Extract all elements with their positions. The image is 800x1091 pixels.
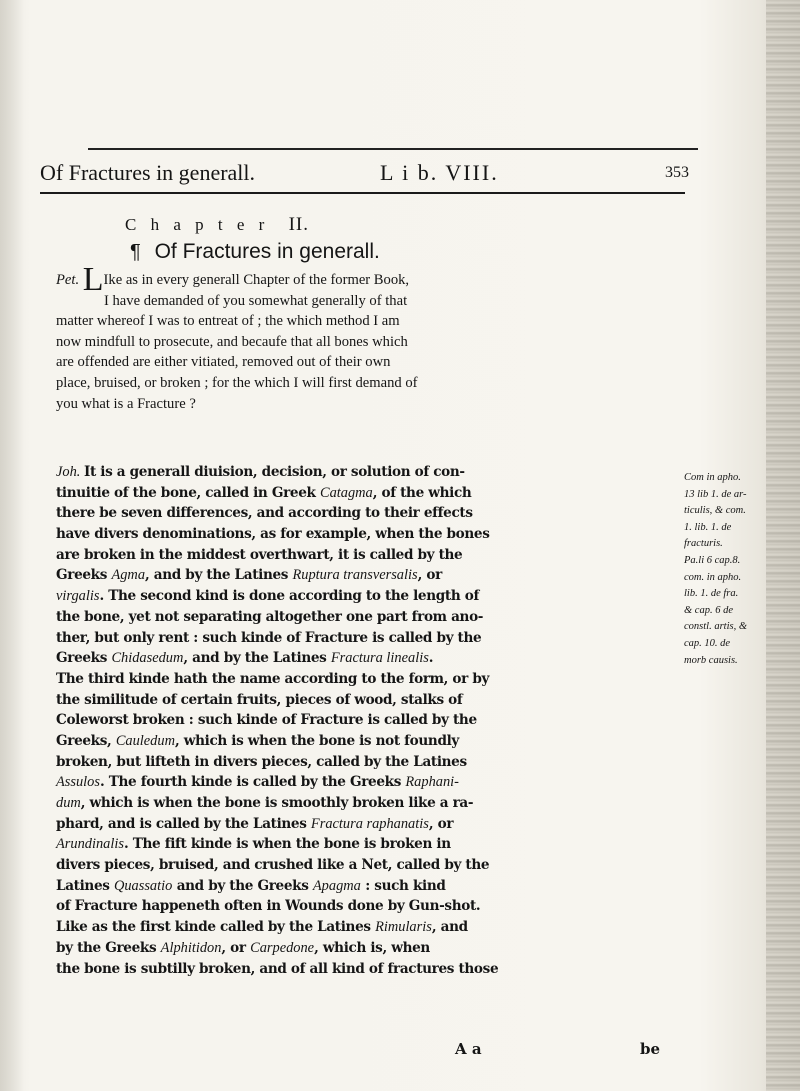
binding-shadow [0, 0, 24, 1091]
italic-term: Rimularis [375, 919, 432, 936]
text-line [56, 524, 666, 545]
text-run: , and [431, 919, 468, 936]
text-line [56, 710, 666, 731]
text-run: divers pieces, bruised, and crushed like a Net, called by the [56, 857, 490, 874]
italic-term: Alphitidon [160, 939, 222, 956]
text-run: by the Greeks [56, 939, 161, 956]
italic-term: Fractura raphanatis [310, 815, 429, 832]
text-line [56, 959, 666, 980]
text-run: phard, and is called by the Latines [56, 815, 311, 832]
text-line [56, 917, 666, 938]
running-head-book: L i b. VIII. [380, 160, 499, 185]
text-run: , and by the Latines [183, 650, 331, 667]
top-rule [88, 148, 698, 150]
text-line [56, 586, 666, 607]
margin-note: com. in apho. [684, 571, 742, 583]
text-run: Greeks [56, 650, 112, 667]
text-run: Greeks, [56, 732, 116, 749]
margin-note: & cap. 6 de [684, 604, 733, 616]
margin-note: 13 lib 1. de ar- [684, 488, 747, 500]
margin-note: ticulis, & com. [684, 505, 746, 517]
head-rule [40, 192, 685, 194]
text-line [56, 648, 666, 669]
text-run: , and by the Latines [145, 567, 293, 584]
text-run: there be seven differences, and according to their effects [56, 505, 473, 522]
roman-text-block [56, 261, 656, 414]
margin-note: morb causis. [684, 654, 738, 666]
text-run: . [428, 650, 434, 667]
text-line [56, 503, 666, 524]
text-line [56, 394, 656, 415]
pilcrow-icon: ¶ [130, 241, 141, 263]
text-run: are offended are either vitiated, removed out of their own [56, 354, 391, 371]
text-line [56, 938, 666, 959]
text-run: and by the Greeks [172, 877, 313, 894]
text-run: Latines [56, 877, 114, 894]
text-run: of Fracture happeneth often in Wounds done by Gun-shot. [56, 898, 481, 915]
text-run: . The fourth kinde is called by the Greeks [99, 774, 406, 791]
text-run: , which is when the bone is not foundly [174, 732, 459, 749]
signature-mark: A a [455, 1040, 482, 1058]
text-run: : such kind [360, 877, 446, 894]
page-edge [766, 0, 800, 1091]
text-run: matter whereof I was to entreat of ; the which method I am [56, 313, 400, 330]
text-line [56, 669, 666, 690]
italic-term: Fractura linealis [330, 650, 429, 667]
text-run: you what is a Fracture ? [56, 395, 196, 412]
speaker-label: Pet. [56, 272, 83, 288]
text-line [56, 876, 666, 897]
text-run: the bone, yet not separating altogether one part from ano- [56, 608, 484, 625]
text-run: . The fift kinde is when the bone is broken in [123, 836, 451, 853]
section-title-text: Of Fractures in generall. [154, 240, 380, 263]
text-run: now mindfull to prosecute, and becaufe that all bones which [56, 333, 408, 350]
text-run: , which is, when [314, 939, 430, 956]
section-title [130, 240, 550, 264]
text-run: Coleworst broken : such kinde of Fracture is called by the [56, 712, 477, 729]
text-line [56, 731, 666, 752]
text-line [56, 855, 666, 876]
text-run: Greeks [56, 567, 112, 584]
italic-term: virgalis [56, 588, 100, 605]
italic-term: Quassatio [113, 877, 173, 894]
text-line [56, 291, 656, 312]
running-head-title: Of Fractures in generall. [40, 160, 256, 185]
text-run: the similitude of certain fruits, pieces of wood, stalks of [56, 691, 463, 708]
text-line [56, 545, 666, 566]
italic-term: Catagma [319, 484, 373, 501]
chapter-heading [125, 214, 525, 236]
italic-term: Chidasedum [111, 650, 184, 667]
text-run: Like as the first kinde called by the Latines [56, 919, 376, 936]
chapter-number: II. [288, 214, 309, 235]
margin-note: Com in apho. [684, 472, 741, 483]
margin-note: lib. 1. de fra. [684, 588, 739, 600]
text-run: , which is when the bone is smoothly broken like a ra- [80, 795, 474, 811]
margin-notes [684, 470, 766, 669]
text-line [56, 896, 666, 917]
text-line [56, 834, 666, 855]
text-run: It is a generall diuision, decision, or solution of con- [83, 464, 465, 480]
margin-note: constl. artis, & [684, 621, 748, 633]
italic-term: Assulos [56, 774, 100, 791]
italic-term: Arundinalis [56, 836, 124, 853]
text-line [56, 752, 666, 773]
margin-note: Pa.li 6 cap.8. [684, 554, 741, 566]
text-run: , or [428, 815, 454, 832]
text-line [56, 483, 666, 504]
text-line [56, 332, 656, 353]
italic-term: dum [56, 795, 81, 811]
text-line [56, 311, 656, 332]
text-line [56, 565, 666, 586]
margin-note: cap. 10. de [684, 637, 731, 649]
text-run: , of the which [372, 484, 472, 501]
italic-term: Agma [111, 567, 146, 584]
text-line [56, 793, 666, 814]
blackletter-text-block [56, 462, 666, 979]
text-line [56, 814, 666, 835]
text-run: , or [417, 567, 442, 584]
text-line [56, 462, 666, 483]
text-line [56, 690, 666, 711]
italic-term: Apagma [312, 877, 361, 894]
italic-term: Joh. [56, 464, 84, 480]
chapter-label: C h a p t e r [125, 215, 270, 234]
text-run: are broken in the middest overthwart, it is called by the [56, 546, 463, 563]
text-run: place, bruised, or broken ; for the which I will first demand of [56, 374, 418, 391]
text-line [56, 607, 666, 628]
running-head [40, 160, 720, 190]
text-run: The third kinde hath the name according to the form, or by [56, 670, 490, 687]
text-line [56, 628, 666, 649]
text-run: Ike as in every generall Chapter of the former Book, [103, 272, 410, 288]
italic-term: Ruptura transversalis [292, 567, 418, 584]
text-run: the bone is subtilly broken, and of all kind of fractures those [56, 960, 499, 977]
italic-term: Carpedone [250, 939, 315, 956]
initial-letter: L [82, 261, 104, 298]
italic-term: Raphani- [405, 774, 459, 791]
text-line [56, 352, 656, 373]
catchword: be [640, 1040, 661, 1058]
text-line [56, 772, 666, 793]
text-run: I have demanded of you somewhat generally of that [104, 292, 408, 309]
text-run: have divers denominations, as for example, when the bones [56, 526, 490, 543]
italic-term: Cauledum [115, 732, 175, 749]
text-line [56, 373, 656, 394]
text-run: , or [221, 939, 251, 956]
text-run: ther, but only rent : such kinde of Fracture is called by the [56, 629, 482, 646]
text-run: tinuitie of the bone, called in Greek [56, 484, 320, 501]
page-number: 353 [665, 164, 689, 181]
margin-note: 1. lib. 1. de [684, 521, 732, 533]
text-run: . The second kind is done according to the length of [99, 588, 479, 605]
text-run: broken, but lifteth in divers pieces, called by the Latines [56, 753, 467, 770]
margin-note: fracturis. [684, 538, 723, 550]
text-line [56, 261, 656, 298]
